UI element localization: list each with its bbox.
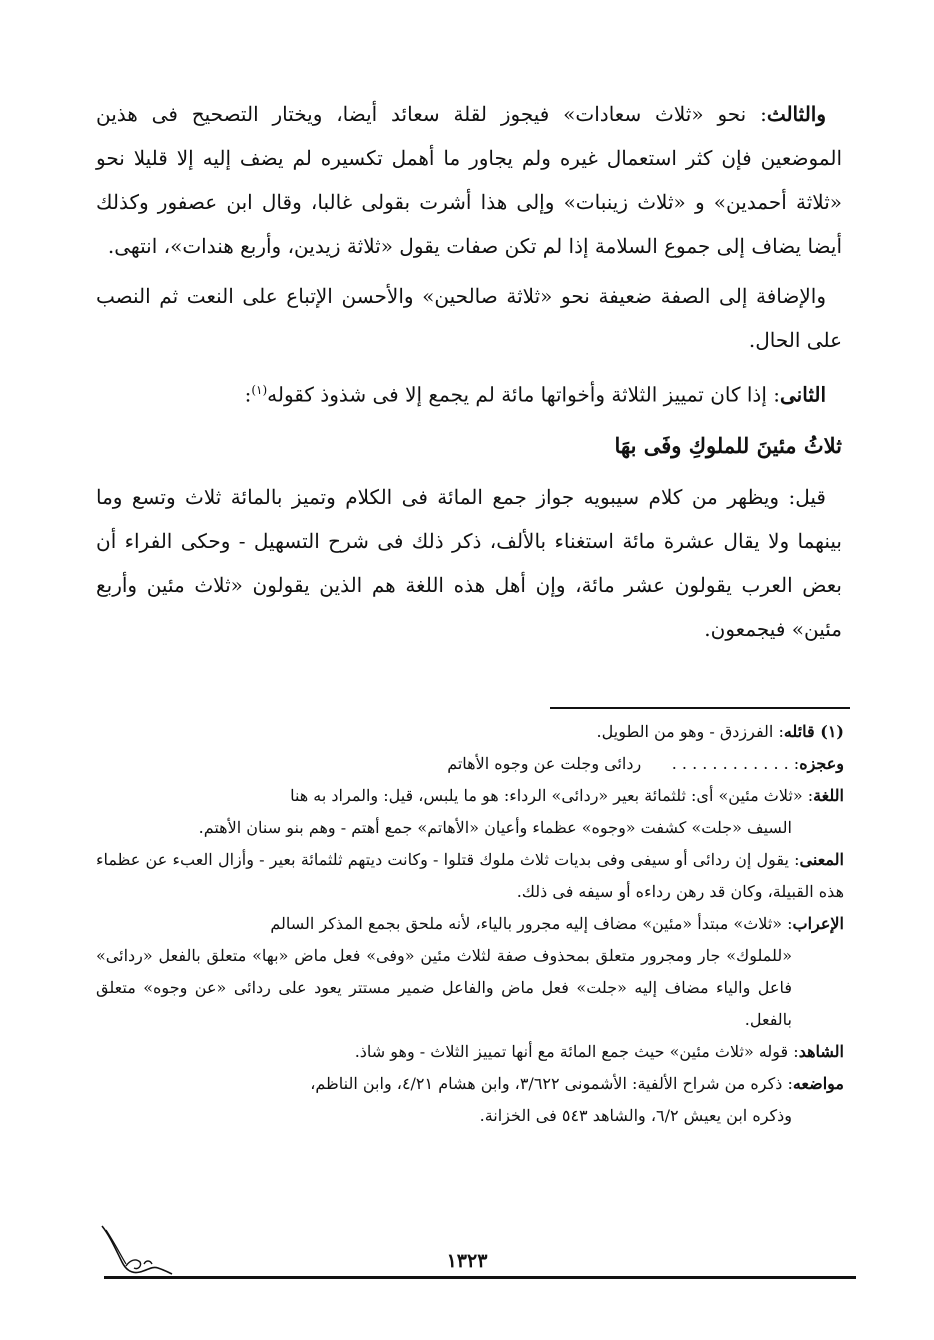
footnote-ref: (١): [251, 383, 268, 397]
paragraph-1-text: : نحو «ثلاث سعادات» فيجوز لقلة سعائد أيضا، ويختار التصحيح فى هذين الموضعين فإن كثر استعمال غيره ولم يجاور ما أهمل تكسيره لم يضف إليه إلا قليلا نحو «ثلاثة أحمدين» و «ثلاث زينبات» وإلى هذا أشرت بقولى غالبا، وقال ابن عصفور وكذلك أيضا يضاف إلى جموع السلامة إذا لم تكن صفات يقول «ثلاثة زيدين، وأربع هندات»، انتهى.: [96, 102, 842, 258]
verse-line: ثلاثُ مئينَ للملوكِ وفَى بهَا: [614, 432, 842, 458]
footnote-1-text: : الفرزدق - وهو من الطويل.: [596, 722, 784, 741]
footnote-1-label: (١) قائله: [783, 722, 844, 741]
footnote-ajuz-label: وعجزه: [799, 754, 844, 773]
footnote-maana: [96, 844, 844, 908]
paragraph-3-tail: :: [244, 382, 252, 407]
main-text: [96, 92, 842, 657]
footnote-1: [96, 716, 844, 748]
paragraph-1: [96, 92, 842, 268]
footnote-irab: [96, 908, 844, 940]
footnote-irab-label: الإعراب: [792, 914, 844, 933]
footnote-separator: [550, 707, 850, 709]
footnote-shahid-text: : قوله «ثلاث مئين» حيث جمع المائة مع أنها تمييز الثلاث - وهو شاذ.: [354, 1042, 799, 1061]
footnote-irab-cont: «للملوك» جار ومجرور متعلق بمحذوف صفة لثلاث مئين «وفى» فعل ماض «بها» متعلق بالفعل «ردائى» فاعل والياء مضاف إليه «جلت» فعل ماض والفاعل ضمير مستتر يعود على ردائى «عن وجوه» متعلق بالفعل.: [96, 946, 792, 1029]
paragraph-2: والإضافة إلى الصفة ضعيفة نحو «ثلاثة صالحين» والأحسن الإتباع على النعت ثم النصب على الحال.: [96, 284, 842, 352]
footnote-lugha: [96, 780, 844, 812]
footnote-lugha-text: : «ثلاث مئين» أى: ثلثمائة بعير «ردائى» الرداء: هو ما يلبس، قيل: والمراد به هنا: [290, 786, 814, 805]
footnote-maana-text: : يقول إن ردائى أو سيفى وفى بديات ثلاث ملوك قتلوا - وكانت ديتهم ثلثمائة بعير - وأزال العبء عن عظماء هذه القبيلة، وكان قد رهن رداءه أو سيفه فى ذلك.: [96, 850, 844, 901]
paragraph-4: قيل: ويظهر من كلام سيبويه جواز جمع المائة فى الكلام وتميز بالمائة ثلاث وتسع وما بينهما ولا يقال عشرة مائة استغناء بالألف، ذكر ذلك فى شرح التسهيل - وحكى الفراء أن بعض العرب يقولون عشر مائة، وإن أهل هذه اللغة هم الذين يقولون «ثلاث مئين وأربع مئين» فيجمعون.: [96, 484, 842, 641]
footnote-shahid: [96, 1036, 844, 1068]
footnote-lugha-label: اللغة: [813, 786, 844, 805]
footnote-ajuz-text: : . . . . . . . . . . . . ردائى وجلت عن وجوه الأهاتم: [447, 754, 800, 773]
page-number: ١٣٢٣: [446, 1250, 488, 1272]
footnote-maana-label: المعنى: [799, 850, 844, 869]
footnote-ajuz: [96, 748, 844, 780]
paragraph-3: [96, 368, 842, 417]
footnote-mawadi-label: مواضعه: [792, 1074, 844, 1093]
footnote-mawadi-text: : ذكره من شراح الألفية: الأشمونى ٣/٦٢٢، وابن هشام ٤/٢١، وابن الناظم،: [310, 1074, 793, 1093]
footnote-irab-text: : «ثلاث» مبتدأ «مئين» مضاف إليه مجرور بالياء، لأنه ملحق بجمع المذكر السالم: [270, 914, 793, 933]
paragraph-3-text: : إذا كان تمييز الثلاثة وأخواتها مائة لم يجمع إلا فى شذوذ كقوله: [267, 382, 780, 407]
bottom-rule: [104, 1276, 856, 1279]
paragraph-3-lead: الثانى: [779, 382, 826, 407]
footnote-mawadi-cont: وذكره ابن يعيش ٦/٢، والشاهد ٥٤٣ فى الخزانة.: [479, 1106, 792, 1125]
paragraph-1-lead: والثالث: [766, 102, 826, 126]
footnotes: [96, 716, 844, 1132]
footnote-mawadi: [96, 1068, 844, 1100]
footnote-shahid-label: الشاهد: [798, 1042, 844, 1061]
footnote-lugha-cont: السيف «جلت» كشفت «وجوه» عظماء وأعيان «الأهاتم» جمع أهتم - وهم بنو سنان الأهتم.: [198, 818, 792, 837]
